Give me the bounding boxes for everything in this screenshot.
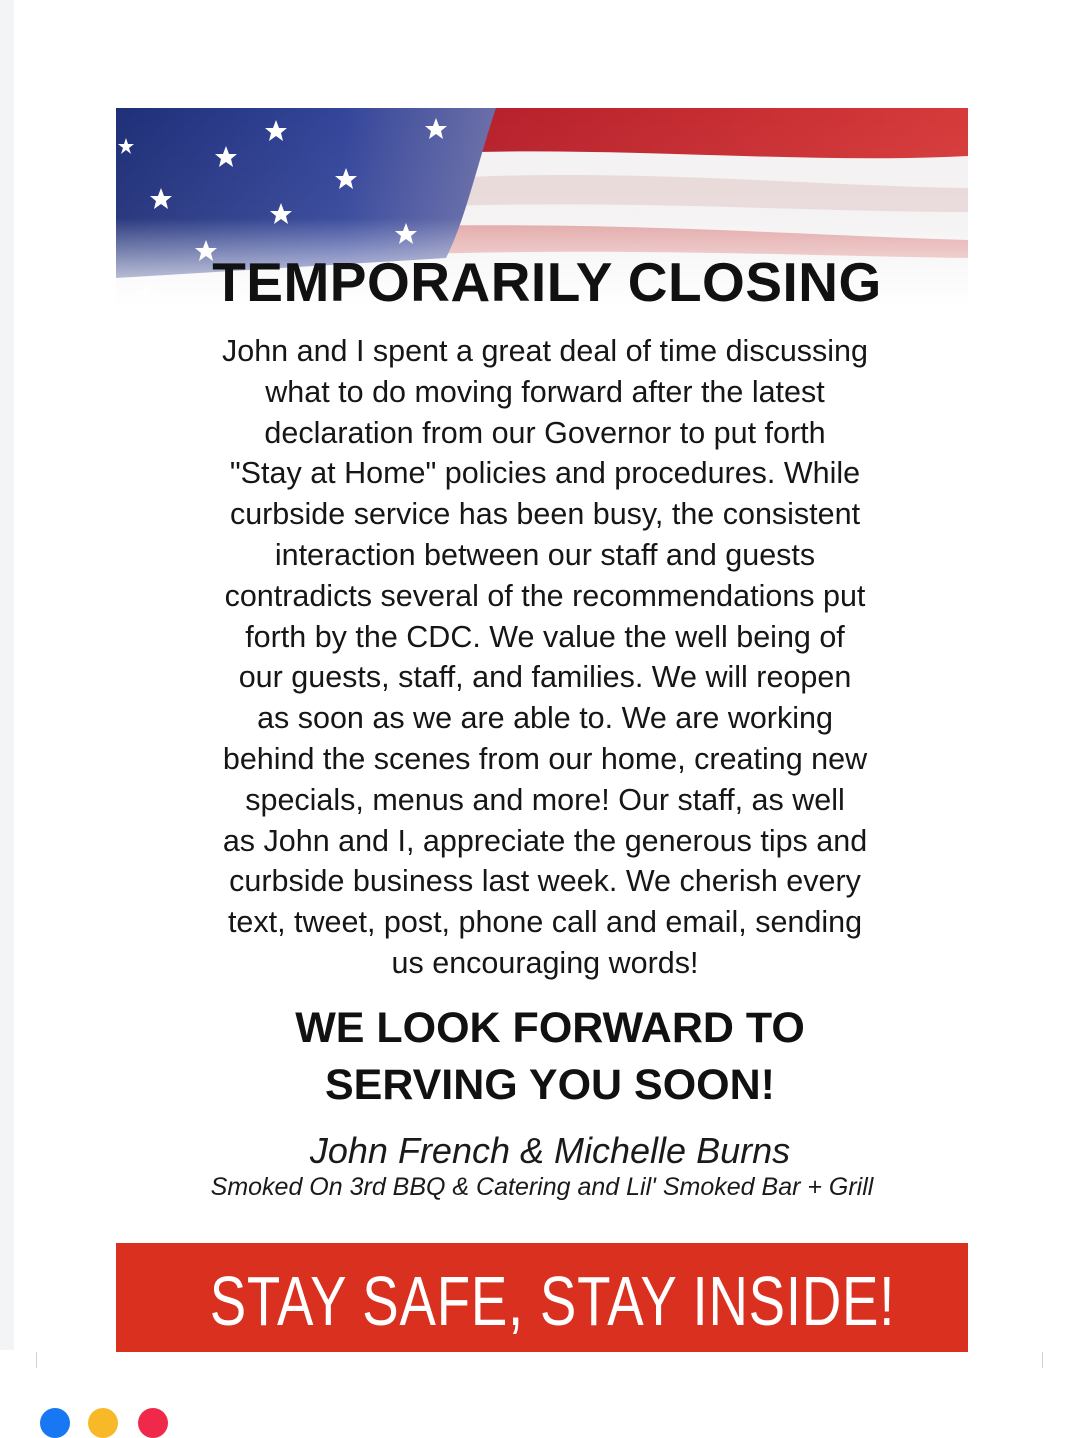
reaction-like-icon[interactable] xyxy=(40,1408,70,1438)
body-line: forth by the CDC. We value the well being of xyxy=(245,619,845,654)
body-line: curbside business last week. We cherish every xyxy=(229,864,861,899)
headline-title: TEMPORARILY CLOSING xyxy=(212,251,882,313)
reaction-love-icon[interactable] xyxy=(138,1408,168,1438)
divider-tick-left xyxy=(36,1352,37,1368)
body-line: us encouraging words! xyxy=(391,945,699,980)
body-line: text, tweet, post, phone call and email, sending xyxy=(227,905,863,940)
body-line: contradicts several of the recommendations put xyxy=(224,578,866,613)
signature-names: John French & Michelle Burns xyxy=(309,1130,791,1171)
reaction-haha-icon[interactable] xyxy=(88,1408,118,1438)
body-line: "Stay at Home" policies and procedures. While xyxy=(229,456,861,491)
body-line: behind the scenes from our home, creating new xyxy=(222,741,868,776)
footer-slogan: STAY SAFE, STAY INSIDE! xyxy=(209,1262,896,1340)
cta-line: SERVING YOU SOON! xyxy=(324,1061,775,1109)
call-to-action xyxy=(150,1000,950,1114)
signature-business: Smoked On 3rd BBQ & Catering and Lil' Smoked Bar + Grill xyxy=(210,1173,874,1201)
footer-banner xyxy=(116,1243,968,1352)
body-line: declaration from our Governor to put forth xyxy=(264,415,826,450)
body-line: our guests, staff, and families. We will reopen xyxy=(238,660,852,695)
body-line: what to do moving forward after the latest xyxy=(265,374,825,409)
body-line: as soon as we are able to. We are working xyxy=(257,701,833,736)
body-line: as John and I, appreciate the generous tips and xyxy=(222,823,868,858)
divider-tick-right xyxy=(1042,1352,1043,1368)
cta-line: WE LOOK FORWARD TO xyxy=(295,1004,805,1052)
body-line: specials, menus and more! Our staff, as well xyxy=(245,782,845,817)
body-line: John and I spent a great deal of time discussing xyxy=(222,334,868,368)
announcement-body xyxy=(160,331,930,984)
body-line: curbside service has been busy, the consistent xyxy=(229,497,861,532)
body-line: interaction between our staff and guests xyxy=(274,537,816,572)
